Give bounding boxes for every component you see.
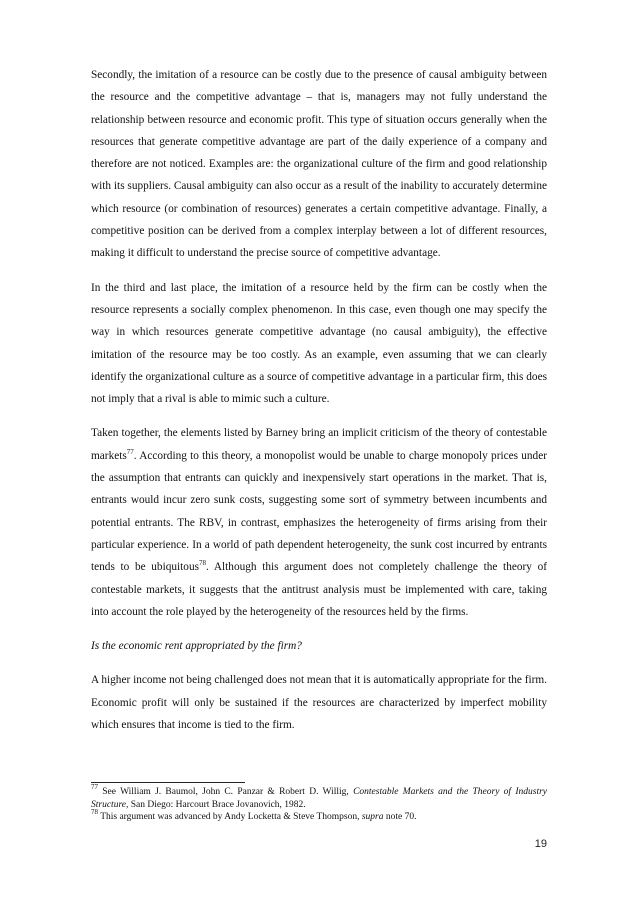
paragraph-text: Taken together, the elements listed by Barney bring an implicit criticism of the theory of contestable markets bbox=[91, 427, 547, 462]
footnote-number: 77 bbox=[91, 783, 98, 791]
paragraph-text: . According to this theory, a monopolist would be unable to charge monopoly prices under the assumption that entrants can quickly and inexpensively start operations in the market. That is, entrants would incur zero sunk costs, suggesting some sort of symmetry between incumbents and potential entrants. The RBV, in contrast, emphasizes the heterogeneity of firms arising from their particular experience. In a world of path dependent heterogeneity, the sunk cost incurred by entrants tends to be ubiquitous bbox=[91, 449, 547, 574]
paragraph-contestable-markets bbox=[91, 422, 547, 623]
footnote-book-title: Contestable Markets and the Theory of Industry Structure bbox=[91, 787, 547, 810]
paragraph-economic-rent: A higher income not being challenged does not mean that it is automatically appropriate for the firm. Economic profit will only be sustained if the resources are characterized by imperfect mobility which ensures that income is tied to the firm. bbox=[91, 674, 547, 732]
section-heading: Is the economic rent appropriated by the firm? bbox=[91, 640, 302, 653]
footnote-ref-78[interactable]: 78 bbox=[199, 559, 206, 568]
footnote-ref-77[interactable]: 77 bbox=[126, 447, 134, 456]
footnote-77 bbox=[91, 783, 547, 811]
footnote-supra: supra bbox=[361, 812, 384, 822]
page-number: 19 bbox=[534, 838, 547, 850]
footnote-text: note 70. bbox=[383, 812, 417, 822]
footnote-78 bbox=[91, 808, 547, 824]
body-text bbox=[91, 64, 547, 748]
footnote-separator bbox=[91, 782, 245, 783]
paragraph-social-complexity: In the third and last place, the imitation of a resource held by the firm can be costly when the resource represents a socially complex phenomenon. In this case, even though one may specify the way in which resources generate competitive advantage (no causal ambiguity), the effective imitation of the resource may be too costly. As an example, even assuming that we can clearly identify the organizational culture as a source of competitive advantage in a particular firm, this does not imply that a rival is able to mimic such a culture. bbox=[91, 281, 547, 406]
paragraph-text: . Although this argument does not completely challenge the theory of contestable markets, it suggests that the antitrust analysis must be implemented with care, taking into account the role played by the heterogeneity of the resources held by the firms. bbox=[91, 561, 547, 618]
footnote-text: See William J. Baumol, John C. Panzar & Robert D. Willig, bbox=[98, 787, 354, 797]
paragraph-causal-ambiguity: Secondly, the imitation of a resource can be costly due to the presence of causal ambiguity between the resource and the competitive advantage – that is, managers may not fully understand the relationship between resource and economic profit. This type of situation occurs generally when the resources that generate competitive advantage are part of the daily experience of a company and therefore are not noticed. Examples are: the organizational culture of the firm and good relationship with its suppliers. Causal ambiguity can also occur as a result of the inability to accurately determine which resource (or combination of resources) generates a certain competitive advantage. Finally, a competitive position can be derived from a complex interplay between a lot of different resources, making it difficult to understand the precise source of competitive advantage. bbox=[91, 69, 547, 260]
footnotes bbox=[91, 783, 547, 824]
footnote-text: This argument was advanced by Andy Locketta & Steve Thompson, bbox=[98, 812, 362, 822]
footnote-text: , San Diego: Harcourt Brace Jovanovich, 1982. bbox=[126, 799, 306, 810]
footnote-number: 78 bbox=[91, 808, 98, 816]
